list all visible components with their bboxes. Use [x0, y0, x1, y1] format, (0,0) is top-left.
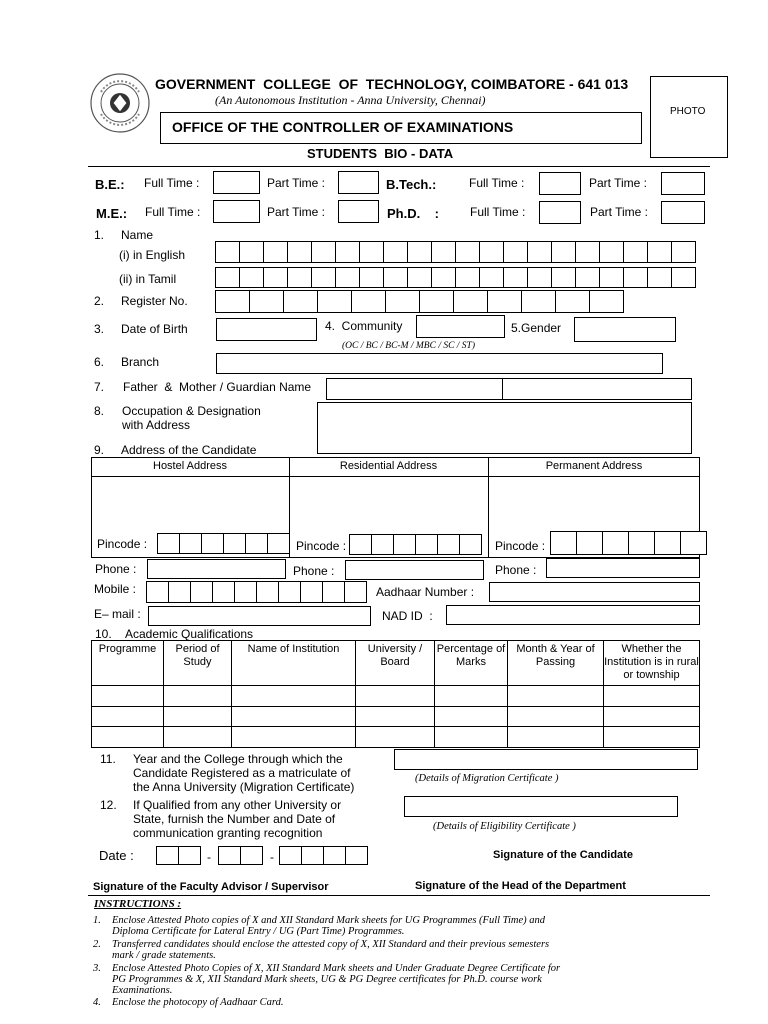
dob-label: Date of Birth — [121, 322, 188, 336]
char-box[interactable] — [647, 267, 672, 288]
signature-candidate: Signature of the Candidate — [493, 849, 633, 861]
col-period: Period of Study — [164, 641, 232, 686]
date-label: Date : — [99, 848, 134, 863]
community-label: 4. Community — [325, 319, 403, 333]
hostel-address-header: Hostel Address — [153, 460, 227, 472]
table-row[interactable] — [92, 686, 700, 707]
item12-line3: communication granting recognition — [133, 826, 323, 840]
date-dash-1: - — [207, 850, 211, 864]
col-month-year: Month & Year of Passing — [508, 641, 604, 686]
char-box[interactable] — [349, 534, 372, 555]
char-box[interactable] — [311, 241, 336, 263]
btech-ft-box[interactable] — [539, 172, 581, 195]
aadhaar-label: Aadhaar Number : — [376, 585, 475, 599]
be-label: B.E.: — [95, 177, 125, 192]
migration-box[interactable] — [394, 749, 698, 770]
char-box[interactable] — [240, 846, 263, 865]
academic-num: 10. — [95, 627, 112, 641]
dob-box[interactable] — [216, 318, 317, 341]
hostel-pincode-label: Pincode : — [97, 537, 148, 551]
char-box[interactable] — [317, 290, 352, 313]
char-box[interactable] — [335, 267, 360, 288]
date-year-boxes[interactable] — [280, 846, 368, 865]
branch-num: 6. — [94, 355, 105, 369]
char-box[interactable] — [455, 267, 480, 288]
char-box[interactable] — [278, 581, 301, 603]
me-ft-label: Full Time : — [145, 205, 201, 219]
char-box[interactable] — [239, 241, 264, 263]
be-pt-box[interactable] — [338, 171, 379, 194]
char-box[interactable] — [628, 531, 655, 555]
dob-num: 3. — [94, 322, 105, 336]
permanent-address-header: Permanent Address — [545, 460, 643, 472]
academic-table — [91, 640, 700, 748]
email-box[interactable] — [148, 606, 371, 626]
char-box[interactable] — [359, 241, 384, 263]
char-box[interactable] — [455, 241, 480, 263]
permanent-address-area[interactable] — [489, 477, 699, 532]
signature-advisor: Signature of the Faculty Advisor / Supervisor — [93, 881, 329, 893]
migration-hint: (Details of Migration Certificate ) — [415, 773, 559, 784]
char-box[interactable] — [190, 581, 213, 603]
col-university: University / Board — [356, 641, 435, 686]
hostel-pincode-boxes[interactable] — [158, 533, 290, 554]
nad-label: NAD ID : — [382, 609, 433, 623]
char-box[interactable] — [599, 267, 624, 288]
char-box[interactable] — [283, 290, 318, 313]
me-label: M.E.: — [96, 206, 128, 221]
phd-pt-box[interactable] — [661, 201, 705, 224]
branch-box[interactable] — [216, 353, 663, 374]
register-no-boxes[interactable] — [216, 290, 624, 313]
hostel-address-area[interactable] — [92, 477, 288, 532]
mobile-boxes[interactable] — [147, 581, 367, 603]
parent-num: 7. — [94, 380, 105, 394]
char-box[interactable] — [647, 241, 672, 263]
phone-label-3: Phone : — [495, 563, 537, 577]
seal-icon — [89, 72, 151, 134]
email-label: E– mail : — [94, 607, 141, 621]
btech-label: B.Tech.: — [386, 177, 437, 192]
me-pt-box[interactable] — [338, 200, 379, 223]
gender-label: 5.Gender — [511, 321, 562, 335]
parent-label: Father & Mother / Guardian Name — [123, 380, 312, 394]
char-box[interactable] — [300, 581, 323, 603]
me-pt-label: Part Time : — [267, 205, 326, 219]
char-box[interactable] — [311, 267, 336, 288]
item11-line1: Year and the College through which the — [133, 752, 343, 766]
item12-line1: If Qualified from any other University or — [133, 798, 342, 812]
char-box[interactable] — [157, 533, 180, 554]
instruction-text: Enclose Attested Photo Copies of X, XII Standard Mark sheets and Under Graduate Degree Certificate for — [112, 963, 561, 974]
char-box[interactable] — [249, 290, 284, 313]
char-box[interactable] — [671, 267, 696, 288]
char-box[interactable] — [393, 534, 416, 555]
table-row[interactable] — [92, 727, 700, 748]
community-hint: (OC / BC / BC-M / MBC / SC / ST) — [342, 341, 475, 351]
char-box[interactable] — [239, 267, 264, 288]
char-box[interactable] — [521, 290, 556, 313]
char-box[interactable] — [576, 531, 603, 555]
btech-pt-label: Part Time : — [589, 176, 648, 190]
char-box[interactable] — [437, 534, 460, 555]
phd-ft-box[interactable] — [539, 201, 581, 224]
tamil-label: (ii) in Tamil — [119, 272, 177, 286]
address-num: 9. — [94, 443, 105, 457]
char-box[interactable] — [371, 534, 394, 555]
perm-pincode-label: Pincode : — [495, 539, 546, 553]
instructions-title: INSTRUCTIONS : — [94, 898, 182, 910]
tamil-name-boxes[interactable] — [216, 267, 696, 288]
char-box[interactable] — [479, 241, 504, 263]
char-box[interactable] — [234, 581, 257, 603]
name-num: 1. — [94, 228, 105, 242]
phone-label-2: Phone : — [293, 564, 335, 578]
address-label: Address of the Candidate — [121, 443, 257, 457]
college-subtitle: (An Autonomous Institution - Anna University, Chennai) — [215, 93, 486, 107]
char-box[interactable] — [146, 581, 169, 603]
item11-line2: Candidate Registered as a matriculate of — [133, 766, 351, 780]
char-box[interactable] — [263, 267, 288, 288]
char-box[interactable] — [551, 267, 576, 288]
char-box[interactable] — [215, 241, 240, 263]
college-name: GOVERNMENT COLLEGE OF TECHNOLOGY, COIMBATORE - 641 013 — [155, 76, 629, 92]
char-box[interactable] — [407, 267, 432, 288]
gender-box[interactable] — [574, 317, 676, 342]
branch-label: Branch — [121, 355, 160, 369]
char-box[interactable] — [212, 581, 235, 603]
char-box[interactable] — [256, 581, 279, 603]
char-box[interactable] — [602, 531, 629, 555]
char-box[interactable] — [344, 581, 367, 603]
char-box[interactable] — [623, 267, 648, 288]
char-box[interactable] — [179, 533, 202, 554]
phone-label-1: Phone : — [95, 562, 137, 576]
community-box[interactable] — [416, 315, 505, 338]
char-box[interactable] — [407, 241, 432, 263]
aadhaar-box[interactable] — [489, 582, 700, 602]
char-box[interactable] — [550, 531, 577, 555]
col-institution: Name of Institution — [232, 641, 356, 686]
english-name-boxes[interactable] — [216, 241, 696, 263]
name-label: Name — [121, 228, 154, 242]
footer-rule — [88, 895, 710, 896]
instruction-text: Enclose the photocopy of Aadhaar Card. — [112, 997, 284, 1008]
char-box[interactable] — [654, 531, 681, 555]
phd-ft-label: Full Time : — [470, 205, 526, 219]
date-day-boxes[interactable] — [157, 846, 201, 865]
char-box[interactable] — [527, 241, 552, 263]
char-box[interactable] — [168, 581, 191, 603]
char-box[interactable] — [383, 241, 408, 263]
occupation-num: 8. — [94, 404, 105, 418]
char-box[interactable] — [301, 846, 324, 865]
char-box[interactable] — [178, 846, 201, 865]
char-box[interactable] — [215, 290, 250, 313]
phd-label: Ph.D. : — [387, 206, 439, 221]
occupation-box[interactable] — [317, 402, 692, 454]
char-box[interactable] — [527, 267, 552, 288]
char-box[interactable] — [415, 534, 438, 555]
item12-num: 12. — [100, 798, 117, 812]
me-ft-box[interactable] — [213, 200, 260, 223]
char-box[interactable] — [351, 290, 386, 313]
char-box[interactable] — [419, 290, 454, 313]
parent-box[interactable] — [326, 378, 692, 400]
academic-title: Academic Qualifications — [125, 627, 254, 641]
char-box[interactable] — [267, 533, 290, 554]
char-box[interactable] — [551, 241, 576, 263]
char-box[interactable] — [575, 241, 600, 263]
res-pincode-boxes[interactable] — [350, 534, 482, 555]
reg-label: Register No. — [121, 294, 188, 308]
table-row[interactable] — [92, 707, 700, 727]
instruction-text: Diploma Certificate for Lateral Entry / UG (Part Time) Programmes. — [112, 926, 405, 937]
btech-ft-label: Full Time : — [469, 176, 525, 190]
be-ft-label: Full Time : — [144, 176, 200, 190]
char-box[interactable] — [671, 241, 696, 263]
char-box[interactable] — [223, 533, 246, 554]
char-box[interactable] — [503, 267, 528, 288]
english-label: (i) in English — [119, 248, 186, 262]
nad-box[interactable] — [446, 605, 700, 625]
item12-line2: State, furnish the Number and Date of — [133, 812, 336, 826]
residential-address-area[interactable] — [290, 477, 487, 532]
char-box[interactable] — [215, 267, 240, 288]
res-pincode-label: Pincode : — [296, 539, 347, 553]
char-box[interactable] — [487, 290, 522, 313]
date-dash-2: - — [270, 850, 274, 864]
residential-address-header: Residential Address — [339, 460, 438, 472]
char-box[interactable] — [245, 533, 268, 554]
signature-hod: Signature of the Head of the Department — [415, 880, 626, 892]
perm-pincode-boxes[interactable] — [551, 531, 707, 555]
instruction-num: 1. — [93, 915, 101, 926]
char-box[interactable] — [680, 531, 707, 555]
char-box[interactable] — [345, 846, 368, 865]
char-box[interactable] — [623, 241, 648, 263]
phone-box-2[interactable] — [345, 560, 484, 580]
col-percentage: Percentage of Marks — [435, 641, 508, 686]
instruction-num: 2. — [93, 939, 101, 950]
item11-line3: the Anna University (Migration Certificate) — [133, 780, 355, 794]
char-box[interactable] — [599, 241, 624, 263]
college-seal — [89, 72, 151, 134]
instruction-text: Examinations. — [112, 985, 173, 996]
instruction-text: Enclose Attested Photo copies of X and XII Standard Mark sheets for UG Programmes (Full Time) and — [112, 915, 545, 926]
parent-divider — [502, 378, 503, 400]
phone-box-1[interactable] — [147, 559, 286, 579]
instruction-text: PG Programmes & X, XII Standard Mark sheets, UG & PG Degree certificates for Ph.D. course work — [112, 974, 542, 985]
office-title: OFFICE OF THE CONTROLLER OF EXAMINATIONS — [172, 119, 514, 135]
instruction-num: 3. — [93, 963, 101, 974]
char-box[interactable] — [575, 267, 600, 288]
item11-num: 11. — [100, 752, 116, 766]
char-box[interactable] — [263, 241, 288, 263]
char-box[interactable] — [431, 241, 456, 263]
eligibility-box[interactable] — [404, 796, 678, 817]
char-box[interactable] — [383, 267, 408, 288]
instruction-num: 4. — [93, 997, 101, 1008]
char-box[interactable] — [279, 846, 302, 865]
mobile-label: Mobile : — [94, 582, 137, 596]
photo-label: PHOTO — [670, 106, 706, 117]
char-box[interactable] — [335, 241, 360, 263]
col-programme: Programme — [92, 641, 164, 686]
form-title: STUDENTS BIO - DATA — [307, 146, 454, 161]
char-box[interactable] — [453, 290, 488, 313]
char-box[interactable] — [589, 290, 624, 313]
char-box[interactable] — [459, 534, 482, 555]
char-box[interactable] — [287, 267, 312, 288]
char-box[interactable] — [503, 241, 528, 263]
char-box[interactable] — [323, 846, 346, 865]
reg-num: 2. — [94, 294, 105, 308]
photo-box[interactable] — [650, 76, 728, 158]
phd-pt-label: Part Time : — [590, 205, 649, 219]
char-box[interactable] — [287, 241, 312, 263]
instruction-text: mark / grade statements. — [112, 950, 216, 961]
char-box[interactable] — [156, 846, 179, 865]
header-rule — [88, 166, 710, 167]
date-month-boxes[interactable] — [219, 846, 263, 865]
char-box[interactable] — [555, 290, 590, 313]
char-box[interactable] — [201, 533, 224, 554]
be-ft-box[interactable] — [213, 171, 260, 194]
char-box[interactable] — [385, 290, 420, 313]
char-box[interactable] — [479, 267, 504, 288]
char-box[interactable] — [359, 267, 384, 288]
occupation-label-2: with Address — [122, 418, 191, 432]
be-pt-label: Part Time : — [267, 176, 326, 190]
char-box[interactable] — [218, 846, 241, 865]
col-rural: Whether the Institution is in rural or township — [604, 641, 700, 686]
char-box[interactable] — [322, 581, 345, 603]
char-box[interactable] — [431, 267, 456, 288]
btech-pt-box[interactable] — [661, 172, 705, 195]
occupation-label-1: Occupation & Designation — [122, 404, 261, 418]
phone-box-3[interactable] — [546, 558, 700, 578]
instruction-text: Transferred candidates should enclose the attested copy of X, XII Standard and their previous semesters — [112, 939, 550, 950]
eligibility-hint: (Details of Eligibility Certificate ) — [433, 821, 576, 832]
